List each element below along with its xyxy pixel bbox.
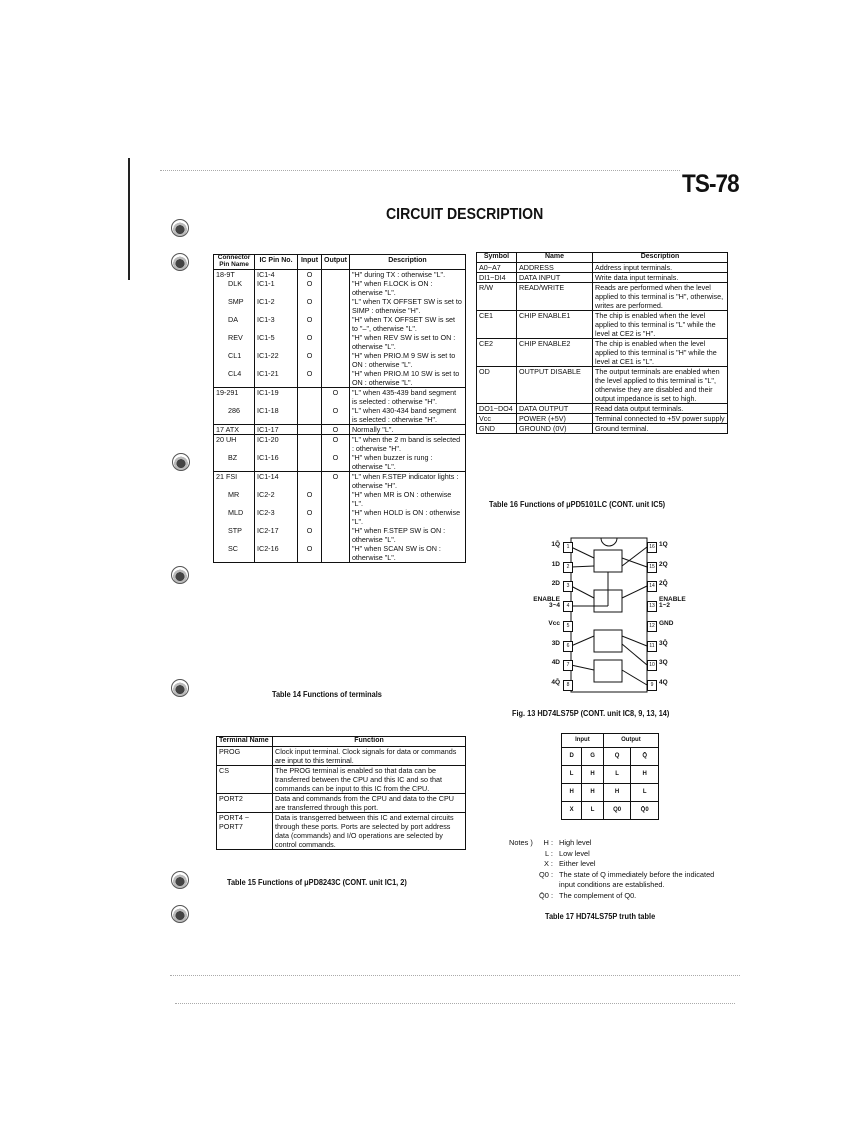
description-cell: Address input terminals.: [593, 262, 728, 272]
symbol-cell: CE2: [477, 338, 517, 366]
output-cell: O: [322, 453, 350, 472]
pin-label: GND: [659, 620, 674, 627]
pin-label: ENABLE 3~4: [533, 596, 560, 610]
connector-pin-cell: STP: [214, 526, 255, 544]
input-cell: [298, 453, 322, 472]
output-cell: O: [322, 471, 350, 490]
group-header: Input: [562, 734, 604, 748]
table-row: [477, 310, 728, 338]
name-cell: ADDRESS: [517, 262, 593, 272]
ic-pin-cell: IC1-16: [255, 453, 298, 472]
ic-pin-cell: IC1-3: [255, 315, 298, 333]
table-row: [217, 746, 466, 765]
table-row: [477, 403, 728, 413]
pin-number: 5: [563, 621, 573, 632]
output-cell: [322, 490, 350, 508]
pin-number: 11: [647, 641, 657, 652]
col-header: G: [582, 748, 604, 766]
col-header: Input: [298, 255, 322, 270]
table-row: [477, 413, 728, 423]
name-cell: CHIP ENABLE1: [517, 310, 593, 338]
pin-number: 1: [563, 542, 573, 553]
input-cell: [298, 406, 322, 425]
description-cell: Write data input terminals.: [593, 272, 728, 282]
pin-number: 12: [647, 621, 657, 632]
pin-label: 3Q̄: [659, 640, 668, 647]
pin-label: 4D: [551, 659, 560, 666]
binder-hole-icon: [172, 453, 190, 471]
output-cell: O: [322, 424, 350, 434]
pin-label: Vcc: [548, 620, 560, 627]
table-14: [213, 254, 466, 563]
output-cell: [322, 315, 350, 333]
note-value: Either level: [559, 859, 596, 869]
note-key: Q0 :: [539, 869, 553, 879]
name-cell: DATA OUTPUT: [517, 403, 593, 413]
connector-pin-cell: 18-9T: [214, 269, 255, 279]
name-cell: CHIP ENABLE2: [517, 338, 593, 366]
description-cell: "H" when PRIO.M 10 SW is set to ON : otherwise "L".: [349, 369, 465, 388]
pin-label: 2Q: [659, 561, 668, 568]
col-header: IC Pin No.: [255, 255, 298, 270]
table-row: [214, 471, 466, 490]
connector-pin-cell: 286: [214, 406, 255, 425]
connector-pin-cell: CL1: [214, 351, 255, 369]
notes-label: [509, 891, 539, 902]
ic-pin-cell: IC1-17: [255, 424, 298, 434]
terminal-name-cell: PROG: [217, 746, 273, 765]
table-row: [562, 784, 659, 802]
col-header: Q̄: [631, 748, 659, 766]
table-row: [214, 453, 466, 472]
symbol-cell: CE1: [477, 310, 517, 338]
description-cell: Terminal connected to +5V power supply: [593, 413, 728, 423]
truth-cell: Q0: [603, 802, 631, 820]
connector-pin-cell: 17 ATX: [214, 424, 255, 434]
description-cell: "L" when 435-439 band segment is selected : otherwise "H".: [349, 387, 465, 406]
connector-pin-cell: MLD: [214, 508, 255, 526]
scan-noise: [160, 170, 680, 172]
scan-noise: [170, 975, 740, 977]
input-cell: [298, 424, 322, 434]
table-row: [214, 297, 466, 315]
pin-label: 1Q: [659, 541, 668, 548]
table-row: [214, 508, 466, 526]
pin-number: 16: [647, 542, 657, 553]
table-row: [214, 369, 466, 388]
table-15: [216, 736, 466, 850]
connector-pin-cell: SC: [214, 544, 255, 563]
output-cell: [322, 279, 350, 297]
input-cell: O: [298, 544, 322, 563]
description-cell: "H" when F.LOCK is ON : otherwise "L".: [349, 279, 465, 297]
ic-pin-cell: IC1-20: [255, 434, 298, 453]
table-row: [214, 351, 466, 369]
symbol-cell: Vcc: [477, 413, 517, 423]
connector-pin-cell: SMP: [214, 297, 255, 315]
binder-hole-icon: [171, 219, 189, 237]
col-header: Description: [349, 255, 465, 270]
pin-label: ENABLE 1~2: [659, 596, 686, 610]
ic-pin-cell: IC1-18: [255, 406, 298, 425]
binder-hole-icon: [171, 679, 189, 697]
table-row: [214, 424, 466, 434]
table-row: [214, 279, 466, 297]
pin-label: 4Q̄: [551, 679, 560, 686]
scan-noise: [175, 1003, 735, 1005]
output-cell: O: [322, 387, 350, 406]
note-item: [509, 870, 729, 891]
pin-number: 15: [647, 562, 657, 573]
pin-label: 4Q: [659, 679, 668, 686]
description-cell: Reads are performed when the level applied to this terminal is "H", otherwise, writes are performed.: [593, 282, 728, 310]
connector-pin-cell: REV: [214, 333, 255, 351]
ic-pin-cell: IC1-1: [255, 279, 298, 297]
symbol-cell: GND: [477, 423, 517, 433]
output-cell: [322, 269, 350, 279]
table-row: [214, 406, 466, 425]
note-key: L :: [545, 848, 553, 858]
input-cell: O: [298, 490, 322, 508]
col-header: D: [562, 748, 582, 766]
note-item: [509, 838, 729, 849]
truth-cell: L: [631, 784, 659, 802]
description-cell: "H" when PRIO.M 9 SW is set to ON : otherwise "L".: [349, 351, 465, 369]
margin-rule: [128, 158, 130, 280]
ic-pin-cell: IC1-21: [255, 369, 298, 388]
output-cell: [322, 369, 350, 388]
ic-pin-cell: IC1-5: [255, 333, 298, 351]
output-cell: [322, 333, 350, 351]
name-cell: READ/WRITE: [517, 282, 593, 310]
table-row: [214, 269, 466, 279]
table-17-caption: Table 17 HD74LS75P truth table: [545, 912, 656, 921]
note-item: [509, 849, 729, 860]
binder-hole-icon: [171, 253, 189, 271]
notes: [509, 838, 729, 901]
col-header: Connector Pin Name: [214, 255, 255, 270]
ic-pin-cell: IC1-19: [255, 387, 298, 406]
table-row: [217, 765, 466, 793]
col-header: Function: [273, 737, 466, 747]
connector-pin-cell: 19-291: [214, 387, 255, 406]
description-cell: "H" when buzzer is rung : otherwise "L".: [349, 453, 465, 472]
ic-pin-cell: IC1-2: [255, 297, 298, 315]
table-row: [214, 434, 466, 453]
note-value: Low level: [559, 848, 590, 858]
pin-number: 9: [647, 680, 657, 691]
note-item: [509, 859, 729, 870]
pin-number: 7: [563, 660, 573, 671]
symbol-cell: DI1~DI4: [477, 272, 517, 282]
notes-label: [509, 870, 539, 891]
description-cell: "H" when HOLD is ON : otherwise "L".: [349, 508, 465, 526]
name-cell: DATA INPUT: [517, 272, 593, 282]
table-row: [477, 272, 728, 282]
table-row: [477, 262, 728, 272]
ic-pin-cell: IC2-2: [255, 490, 298, 508]
fig-13-caption: Fig. 13 HD74LS75P (CONT. unit IC8, 9, 13, 14): [512, 709, 670, 718]
output-cell: [322, 508, 350, 526]
note-value: High level: [559, 838, 592, 847]
truth-cell: H: [562, 784, 582, 802]
note-key: H :: [543, 838, 553, 847]
truth-cell: H: [582, 766, 604, 784]
description-cell: "H" when MR is ON : otherwise "L".: [349, 490, 465, 508]
col-header: Q: [603, 748, 631, 766]
input-cell: O: [298, 269, 322, 279]
function-cell: Data and commands from the CPU and data to the CPU are transferred through this port.: [273, 793, 466, 812]
input-cell: [298, 434, 322, 453]
pin-number: 10: [647, 660, 657, 671]
table-row: [214, 387, 466, 406]
output-cell: [322, 351, 350, 369]
connector-pin-cell: 20 UH: [214, 434, 255, 453]
input-cell: O: [298, 279, 322, 297]
table-row: [477, 366, 728, 403]
ic-package-drawing: [530, 536, 690, 694]
table-row: [477, 282, 728, 310]
description-cell: The chip is enabled when the level applied to this terminal is "H" while the level at CE1 is "L".: [593, 338, 728, 366]
pin-number: 13: [647, 601, 657, 612]
table-14-caption: Table 14 Functions of terminals: [272, 690, 382, 699]
connector-pin-cell: 21 FSI: [214, 471, 255, 490]
note-value: The complement of Q0.: [559, 890, 637, 900]
symbol-cell: A0~A7: [477, 262, 517, 272]
truth-cell: H: [603, 784, 631, 802]
connector-pin-cell: CL4: [214, 369, 255, 388]
note-key: X :: [543, 859, 553, 869]
binder-hole-icon: [171, 566, 189, 584]
description-cell: "H" when SCAN SW is ON : otherwise "L".: [349, 544, 465, 563]
ic-pin-cell: IC2-17: [255, 526, 298, 544]
pin-label: 3Q: [659, 659, 668, 666]
description-cell: "H" when REV SW is set to ON : otherwise "L".: [349, 333, 465, 351]
table-row: [477, 423, 728, 433]
table-row: [214, 333, 466, 351]
input-cell: [298, 471, 322, 490]
pin-label: 2D: [551, 580, 560, 587]
connector-pin-cell: BZ: [214, 453, 255, 472]
terminal-name-cell: PORT2: [217, 793, 273, 812]
table-row: [217, 793, 466, 812]
description-cell: "L" when 430-434 band segment is selected : otherwise "H".: [349, 406, 465, 425]
terminal-name-cell: PORT4 ~ PORT7: [217, 812, 273, 849]
pin-number: 2: [563, 562, 573, 573]
table-row: [214, 544, 466, 563]
pin-number: 3: [563, 581, 573, 592]
note-value: The state of Q immediately before the indicated input conditions are established.: [559, 869, 715, 890]
input-cell: O: [298, 315, 322, 333]
input-cell: O: [298, 508, 322, 526]
output-cell: O: [322, 434, 350, 453]
table-17: [561, 733, 659, 820]
ic-pinout-diagram: [530, 536, 690, 694]
table-15-caption: Table 15 Functions of μPD8243C (CONT. unit IC1, 2): [227, 878, 407, 887]
pin-label: 1D: [551, 561, 560, 568]
description-cell: "H" when TX OFFSET SW is set to "–", otherwise "L".: [349, 315, 465, 333]
symbol-cell: DO1~DO4: [477, 403, 517, 413]
ic-pin-cell: IC2-3: [255, 508, 298, 526]
model-number: TS-78: [682, 170, 739, 198]
connector-pin-cell: DA: [214, 315, 255, 333]
name-cell: OUTPUT DISABLE: [517, 366, 593, 403]
function-cell: The PROG terminal is enabled so that data can be transferred between the CPU and this IC and so that commands can be input to this IC from the CPU.: [273, 765, 466, 793]
function-cell: Clock input terminal. Clock signals for data or commands are input to this terminal.: [273, 746, 466, 765]
table-row: [477, 338, 728, 366]
table-row: [214, 315, 466, 333]
note-item: [509, 891, 729, 902]
pin-label: 3D: [551, 640, 560, 647]
description-cell: "L" when TX OFFSET SW is set to SIMP : otherwise "H".: [349, 297, 465, 315]
notes-label: [509, 849, 539, 860]
description-cell: "L" when F.STEP indicator lights : otherwise "H".: [349, 471, 465, 490]
output-cell: [322, 526, 350, 544]
col-header: Symbol: [477, 253, 517, 263]
name-cell: POWER (+5V): [517, 413, 593, 423]
table-row: [214, 526, 466, 544]
truth-cell: L: [582, 802, 604, 820]
ic-pin-cell: IC1-4: [255, 269, 298, 279]
description-cell: "L" when the 2 m band is selected : otherwise "H".: [349, 434, 465, 453]
col-header: Output: [322, 255, 350, 270]
truth-cell: L: [562, 766, 582, 784]
table-row: [562, 766, 659, 784]
description-cell: Read data output terminals.: [593, 403, 728, 413]
description-cell: "H" when F.STEP SW is ON : otherwise "L".: [349, 526, 465, 544]
symbol-cell: R/W: [477, 282, 517, 310]
truth-cell: L: [603, 766, 631, 784]
terminal-name-cell: CS: [217, 765, 273, 793]
note-key: Q̄0 :: [539, 890, 553, 900]
name-cell: GROUND (0V): [517, 423, 593, 433]
binder-hole-icon: [171, 905, 189, 923]
function-cell: Data is transgerred between this IC and external circuits through these ports. Ports are selected by port address data (commands) and I/O operations are selected by control commands.: [273, 812, 466, 849]
ic-pin-cell: IC1-22: [255, 351, 298, 369]
binder-hole-icon: [171, 871, 189, 889]
pin-number: 6: [563, 641, 573, 652]
output-cell: [322, 544, 350, 563]
description-cell: Normally "L".: [349, 424, 465, 434]
input-cell: O: [298, 297, 322, 315]
pin-label: 2Q̄: [659, 580, 668, 587]
pin-number: 14: [647, 581, 657, 592]
ic-pin-cell: IC2-16: [255, 544, 298, 563]
group-header: Output: [603, 734, 658, 748]
truth-cell: H: [582, 784, 604, 802]
description-cell: "H" during TX : otherwise "L".: [349, 269, 465, 279]
table-row: [217, 812, 466, 849]
symbol-cell: OD: [477, 366, 517, 403]
input-cell: [298, 387, 322, 406]
truth-cell: Q̄0: [631, 802, 659, 820]
pin-label: 1Q̄: [551, 541, 560, 548]
connector-pin-cell: DLK: [214, 279, 255, 297]
truth-cell: H: [631, 766, 659, 784]
notes-label: Notes ): [509, 838, 533, 847]
table-16: [476, 252, 728, 434]
pin-number: 8: [563, 680, 573, 691]
table-16-caption: Table 16 Functions of μPD5101LC (CONT. unit IC5): [489, 500, 666, 509]
input-cell: O: [298, 526, 322, 544]
input-cell: O: [298, 351, 322, 369]
col-header: Description: [593, 253, 728, 263]
description-cell: The chip is enabled when the level applied to this terminal is "L" while the level at CE2 is "H".: [593, 310, 728, 338]
description-cell: Ground terminal.: [593, 423, 728, 433]
description-cell: The output terminals are enabled when the level applied to this terminal is "L", otherwise they are disabled and their output impedance is set to high.: [593, 366, 728, 403]
ic-pin-cell: IC1-14: [255, 471, 298, 490]
page-title: CIRCUIT DESCRIPTION: [386, 206, 544, 223]
output-cell: [322, 297, 350, 315]
notes-label: [509, 859, 539, 870]
truth-cell: X: [562, 802, 582, 820]
col-header: Terminal Name: [217, 737, 273, 747]
pin-number: 4: [563, 601, 573, 612]
table-row: [562, 802, 659, 820]
input-cell: O: [298, 333, 322, 351]
table-row: [214, 490, 466, 508]
connector-pin-cell: MR: [214, 490, 255, 508]
output-cell: O: [322, 406, 350, 425]
col-header: Name: [517, 253, 593, 263]
input-cell: O: [298, 369, 322, 388]
